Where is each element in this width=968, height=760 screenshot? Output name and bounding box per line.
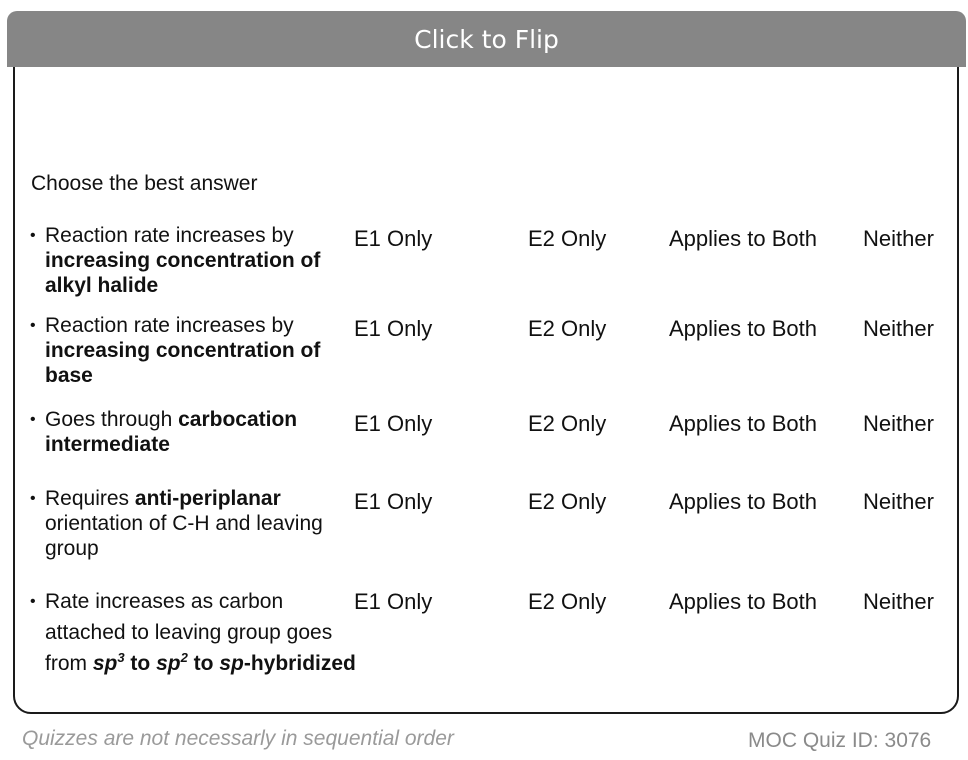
option-applies-to-both[interactable]: Applies to Both xyxy=(669,226,817,251)
option-applies-to-both[interactable]: Applies to Both xyxy=(669,316,817,341)
statement-plain: Requires xyxy=(45,487,135,510)
statement-bold: -hybridized xyxy=(243,652,356,675)
bullet-icon: • xyxy=(30,317,36,334)
statement-bold: anti-periplanar xyxy=(134,487,281,510)
statement-plain: Reaction rate increases by xyxy=(45,314,294,337)
statement-text xyxy=(30,313,365,388)
option-e2-only[interactable]: E2 Only xyxy=(528,589,607,614)
statement-plain: Goes through xyxy=(45,408,179,431)
statement-plain: orientation of C-H and leaving group xyxy=(45,512,323,560)
option-applies-to-both[interactable]: Applies to Both xyxy=(669,589,817,614)
option-neither[interactable]: Neither xyxy=(863,316,934,341)
option-applies-to-both[interactable]: Applies to Both xyxy=(669,489,817,514)
question-prompt: Choose the best answer xyxy=(31,172,258,195)
statement-text xyxy=(30,223,365,298)
option-e2-only[interactable]: E2 Only xyxy=(528,489,607,514)
option-neither[interactable]: Neither xyxy=(863,411,934,436)
statement-bold: increasing concentration of base xyxy=(45,339,321,387)
bullet-icon: • xyxy=(30,227,36,244)
bullet-icon: • xyxy=(30,593,36,610)
statement-bold: to xyxy=(124,652,157,675)
option-neither[interactable]: Neither xyxy=(863,589,934,614)
option-e2-only[interactable]: E2 Only xyxy=(528,316,607,341)
statement-superscript: 3 xyxy=(117,650,125,665)
option-e2-only[interactable]: E2 Only xyxy=(528,226,607,251)
bullet-icon: • xyxy=(30,411,36,428)
flip-label: Click to Flip xyxy=(414,24,559,54)
statement-text xyxy=(30,586,365,679)
option-applies-to-both[interactable]: Applies to Both xyxy=(669,411,817,436)
sequence-disclaimer: Quizzes are not necessarly in sequential order xyxy=(22,727,454,750)
statement-bold: increasing concentration of alkyl halide xyxy=(45,249,321,297)
statement-italic: sp xyxy=(92,652,118,675)
option-e1-only[interactable]: E1 Only xyxy=(354,589,433,614)
statement-plain: Rate increases as carbon attached to leaving group goes from xyxy=(45,590,333,675)
statement-text xyxy=(30,486,365,561)
option-e1-only[interactable]: E1 Only xyxy=(354,489,433,514)
option-e2-only[interactable]: E2 Only xyxy=(528,411,607,436)
option-neither[interactable]: Neither xyxy=(863,489,934,514)
quiz-id-label: MOC Quiz ID: 3076 xyxy=(748,729,932,752)
statement-text xyxy=(30,407,365,457)
option-e1-only[interactable]: E1 Only xyxy=(354,316,433,341)
option-e1-only[interactable]: E1 Only xyxy=(354,226,433,251)
option-e1-only[interactable]: E1 Only xyxy=(354,411,433,436)
statement-bold: carbocation intermediate xyxy=(45,408,298,456)
option-neither[interactable]: Neither xyxy=(863,226,934,251)
statement-plain: Reaction rate increases by xyxy=(45,224,294,247)
bullet-icon: • xyxy=(30,490,36,507)
click-to-flip-bar[interactable] xyxy=(7,11,966,67)
statement-superscript: 2 xyxy=(180,650,188,665)
statement-italic: sp xyxy=(156,652,181,675)
statement-italic: sp xyxy=(219,652,244,675)
statement-bold: to xyxy=(187,652,220,675)
